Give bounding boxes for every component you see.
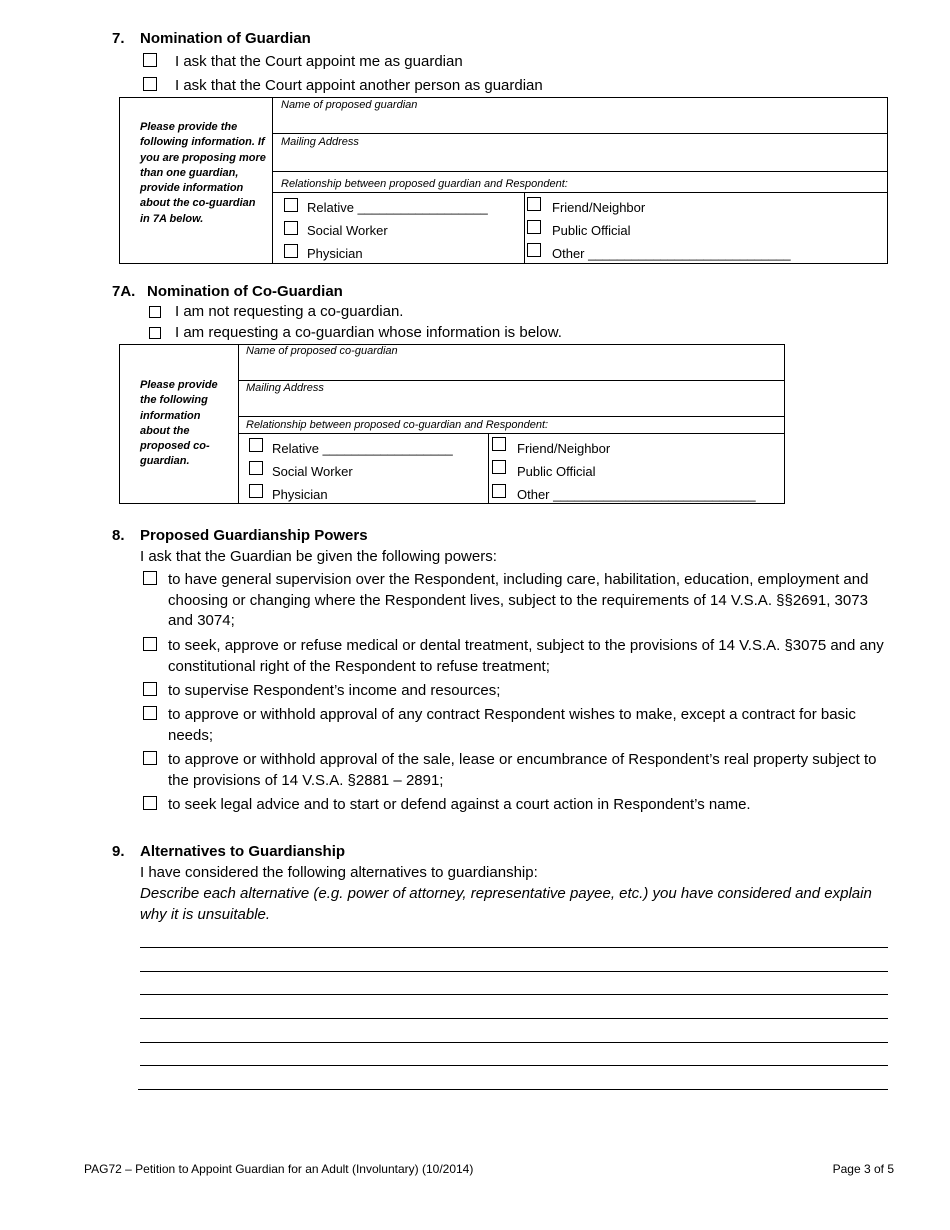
alternatives-line[interactable] [140, 994, 888, 995]
co-relationship-divider [238, 433, 785, 434]
alternatives-line[interactable] [140, 971, 888, 972]
guardian-friend-checkbox[interactable] [527, 197, 541, 211]
power-contract-checkbox[interactable] [143, 706, 157, 720]
guardian-physician-checkbox[interactable] [284, 244, 298, 258]
guardian-other-checkbox[interactable] [527, 243, 541, 257]
alternatives-line[interactable] [138, 1089, 888, 1090]
guardian-side-note: Please provide the following information. If you are proposing more than one guardian, provide information about the co-guardian in 7A below. [140, 121, 266, 225]
power-supervision-text: to have general supervision over the Respondent, including care, habilitation, education, employment and choosing or changing where the Respondent lives, subject to the requirements of 14 V.S.A. §§2691, 3073 and 3074; [168, 571, 869, 629]
co-social-worker-checkbox[interactable] [249, 461, 263, 475]
co-friend-label: Friend/Neighbor [517, 441, 611, 456]
power-medical-text: to seek, approve or refuse medical or dental treatment, subject to the provisions of 14 V.S.A. §3075 and any constitutional right of the Respondent to refuse treatment; [168, 637, 884, 675]
section-7-number: 7. [112, 30, 125, 47]
guardian-physician-label: Physician [307, 246, 363, 261]
co-public-official-checkbox[interactable] [492, 460, 506, 474]
table-divider [272, 97, 273, 264]
guardian-relative-checkbox[interactable] [284, 198, 298, 212]
relationship-divider [272, 192, 888, 193]
request-co-guardian-label: I am requesting a co-guardian whose information is below. [175, 324, 562, 341]
co-relative-label: Relative __________________ [272, 441, 453, 456]
power-property-text: to approve or withhold approval of the sale, lease or encumbrance of Respondent’s real property subject to the provisions of 14 V.S.A. §2881 – 2891; [168, 751, 877, 789]
co-relationship-column-divider [488, 433, 489, 504]
co-physician-label: Physician [272, 487, 328, 502]
power-supervision-checkbox[interactable] [143, 571, 157, 585]
section-7a-title: Nomination of Co-Guardian [147, 283, 343, 300]
co-friend-checkbox[interactable] [492, 437, 506, 451]
guardian-relative-label: Relative __________________ [307, 200, 488, 215]
guardian-friend-label: Friend/Neighbor [552, 200, 646, 215]
co-social-worker-label: Social Worker [272, 464, 353, 479]
co-physician-checkbox[interactable] [249, 484, 263, 498]
appoint-other-checkbox[interactable] [143, 77, 157, 91]
co-guardian-address-field[interactable] [238, 416, 785, 417]
guardian-address-field[interactable] [272, 171, 888, 172]
power-property-checkbox[interactable] [143, 751, 157, 765]
power-contract-text: to approve or withhold approval of any contract Respondent wishes to make, except a contract for basic needs; [168, 706, 856, 744]
section-8-number: 8. [112, 527, 125, 544]
section-8-title: Proposed Guardianship Powers [140, 527, 368, 544]
co-guardian-side-note: Please provide the following information about the proposed co-guardian. [140, 379, 218, 468]
co-table-divider [238, 344, 239, 504]
relationship-column-divider [524, 192, 525, 264]
section-9-number: 9. [112, 843, 125, 860]
appoint-me-checkbox[interactable] [143, 53, 157, 67]
guardian-address-label: Mailing Address [281, 136, 359, 148]
request-co-guardian-checkbox[interactable] [149, 327, 161, 339]
guardian-name-field[interactable] [272, 133, 888, 134]
section-7a-number: 7A. [112, 283, 136, 300]
alternatives-line[interactable] [140, 1042, 888, 1043]
power-legal-text: to seek legal advice and to start or defend against a court action in Respondent’s name. [168, 796, 751, 813]
alternatives-line[interactable] [140, 1065, 888, 1066]
alternatives-instruction: Describe each alternative (e.g. power of attorney, representative payee, etc.) you have considered and explain why it is unsuitable. [140, 885, 872, 923]
co-guardian-relationship-label: Relationship between proposed co-guardian and Respondent: [246, 419, 549, 431]
guardian-social-worker-checkbox[interactable] [284, 221, 298, 235]
no-co-guardian-checkbox[interactable] [149, 306, 161, 318]
co-guardian-name-label: Name of proposed co-guardian [246, 345, 398, 357]
powers-intro: I ask that the Guardian be given the following powers: [140, 548, 497, 565]
alternatives-intro: I have considered the following alternatives to guardianship: [140, 864, 538, 881]
power-income-text: to supervise Respondent’s income and resources; [168, 682, 501, 699]
co-other-label: Other ____________________________ [517, 487, 756, 502]
power-legal-checkbox[interactable] [143, 796, 157, 810]
co-other-checkbox[interactable] [492, 484, 506, 498]
appoint-other-label: I ask that the Court appoint another person as guardian [175, 77, 543, 94]
guardian-public-official-label: Public Official [552, 223, 631, 238]
power-income-checkbox[interactable] [143, 682, 157, 696]
section-9-title: Alternatives to Guardianship [140, 843, 346, 860]
section-7-title: Nomination of Guardian [140, 30, 311, 47]
no-co-guardian-label: I am not requesting a co-guardian. [175, 303, 404, 320]
co-guardian-address-label: Mailing Address [246, 382, 324, 394]
guardian-other-label: Other ____________________________ [552, 246, 791, 261]
guardian-name-label: Name of proposed guardian [281, 99, 418, 111]
guardian-public-official-checkbox[interactable] [527, 220, 541, 234]
footer-form-name: PAG72 – Petition to Appoint Guardian for an Adult (Involuntary) (10/2014) [84, 1162, 474, 1176]
guardian-social-worker-label: Social Worker [307, 223, 388, 238]
guardian-relationship-label: Relationship between proposed guardian and Respondent: [281, 178, 568, 190]
alternatives-line[interactable] [140, 947, 888, 948]
alternatives-line[interactable] [140, 1018, 888, 1019]
co-public-official-label: Public Official [517, 464, 596, 479]
footer-page-number: Page 3 of 5 [832, 1162, 894, 1176]
co-guardian-name-field[interactable] [238, 380, 785, 381]
appoint-me-label: I ask that the Court appoint me as guardian [175, 53, 463, 70]
co-relative-checkbox[interactable] [249, 438, 263, 452]
power-medical-checkbox[interactable] [143, 637, 157, 651]
